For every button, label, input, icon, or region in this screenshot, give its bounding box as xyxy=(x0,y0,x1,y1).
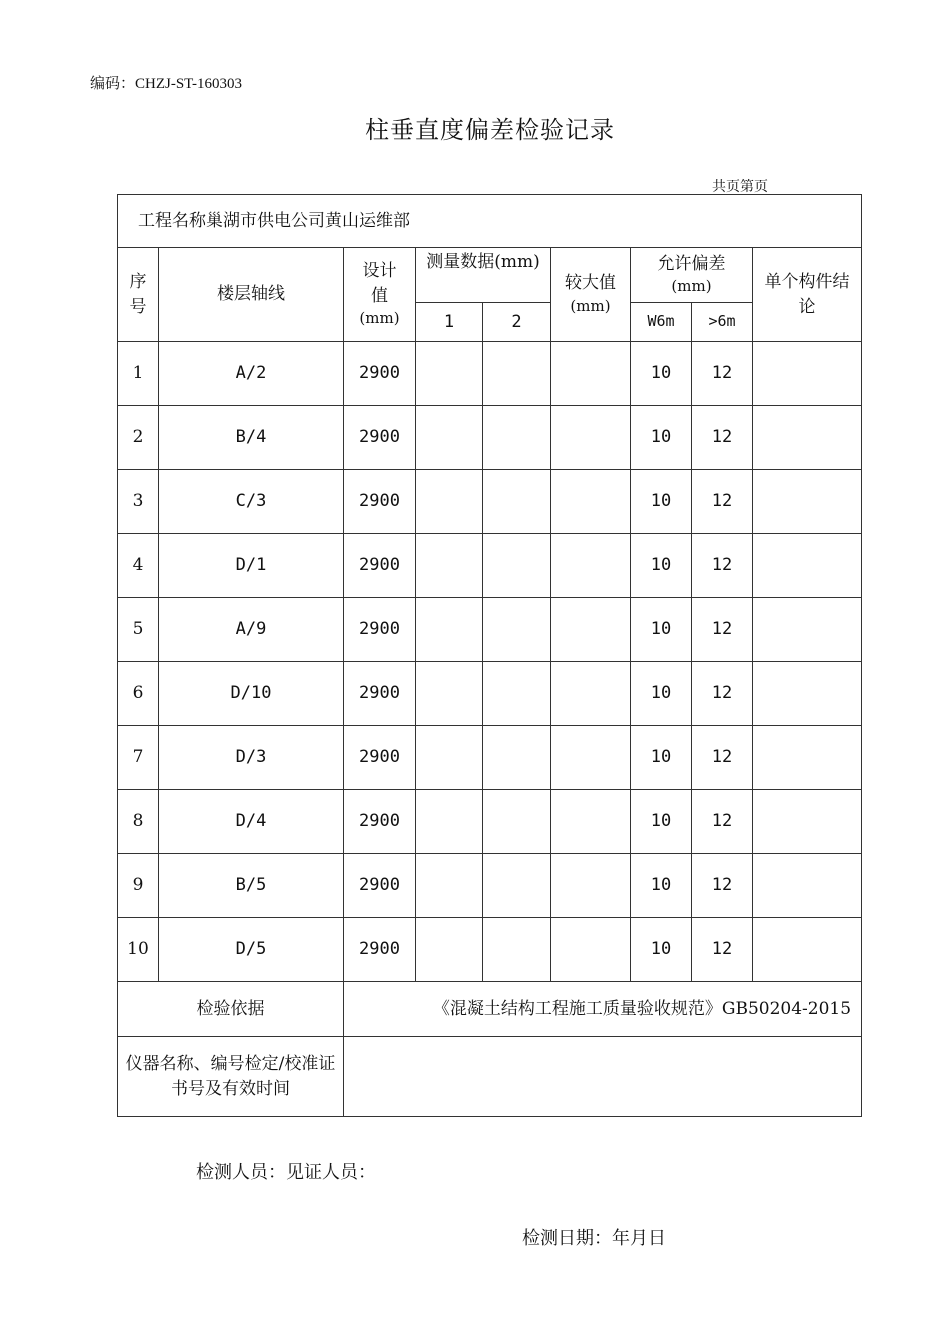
row-measure-2 xyxy=(483,790,551,854)
row-measure-2 xyxy=(483,598,551,662)
row-allow-le6: 10 xyxy=(631,790,692,854)
row-conclusion xyxy=(753,470,862,534)
row-max-value xyxy=(551,470,631,534)
row-measure-1 xyxy=(416,790,483,854)
header-allow-gt6: >6m xyxy=(692,303,753,342)
row-measure-2 xyxy=(483,854,551,918)
table-row xyxy=(118,534,862,598)
row-conclusion xyxy=(753,726,862,790)
header-design-value xyxy=(344,248,416,342)
row-axis: D/10 xyxy=(159,662,344,726)
row-design-value: 2900 xyxy=(344,534,416,598)
row-measure-1 xyxy=(416,598,483,662)
row-design-value: 2900 xyxy=(344,406,416,470)
row-measure-2 xyxy=(483,662,551,726)
row-design-value: 2900 xyxy=(344,854,416,918)
row-seq: 3 xyxy=(118,470,159,534)
table-row xyxy=(118,662,862,726)
row-design-value: 2900 xyxy=(344,790,416,854)
row-allow-gt6: 12 xyxy=(692,342,753,406)
row-max-value xyxy=(551,918,631,982)
row-max-value xyxy=(551,854,631,918)
row-axis: D/3 xyxy=(159,726,344,790)
header-seq: 序号 xyxy=(118,248,159,342)
row-conclusion xyxy=(753,918,862,982)
header-measure: 测量数据(mm) xyxy=(416,248,551,303)
row-seq: 8 xyxy=(118,790,159,854)
row-seq: 5 xyxy=(118,598,159,662)
row-axis: A/9 xyxy=(159,598,344,662)
header-axis: 楼层轴线 xyxy=(159,248,344,342)
inspection-record-table xyxy=(117,194,862,1117)
row-measure-2 xyxy=(483,406,551,470)
table-row xyxy=(118,854,862,918)
row-seq: 6 xyxy=(118,662,159,726)
row-seq: 2 xyxy=(118,406,159,470)
row-conclusion xyxy=(753,790,862,854)
row-axis: B/4 xyxy=(159,406,344,470)
row-axis: D/1 xyxy=(159,534,344,598)
page-info: 共页第页 xyxy=(712,179,768,195)
row-conclusion xyxy=(753,534,862,598)
table-row xyxy=(118,726,862,790)
header-allow-label: 允许偏差 xyxy=(657,253,726,274)
row-conclusion xyxy=(753,406,862,470)
row-conclusion xyxy=(753,662,862,726)
row-design-value: 2900 xyxy=(344,598,416,662)
table-row xyxy=(118,342,862,406)
header-max-unit: (mm) xyxy=(570,296,611,315)
row-measure-1 xyxy=(416,342,483,406)
row-max-value xyxy=(551,790,631,854)
instrument-label: 仪器名称、编号检定/校准证书号及有效时间 xyxy=(118,1037,344,1117)
row-design-value: 2900 xyxy=(344,726,416,790)
header-allow-le6: W6m xyxy=(631,303,692,342)
row-allow-le6: 10 xyxy=(631,854,692,918)
row-max-value xyxy=(551,726,631,790)
row-allow-gt6: 12 xyxy=(692,406,753,470)
row-seq: 10 xyxy=(118,918,159,982)
inspector-line: 检测人员：见证人员： xyxy=(196,1162,376,1183)
row-axis: A/2 xyxy=(159,342,344,406)
row-seq: 4 xyxy=(118,534,159,598)
header-max-label: 较大值 xyxy=(565,273,616,294)
row-measure-1 xyxy=(416,470,483,534)
header-allow xyxy=(631,248,753,303)
row-seq: 9 xyxy=(118,854,159,918)
row-seq: 1 xyxy=(118,342,159,406)
row-allow-le6: 10 xyxy=(631,662,692,726)
row-design-value: 2900 xyxy=(344,342,416,406)
header-design-label: 设计值 xyxy=(362,260,397,306)
instrument-value[interactable] xyxy=(344,1037,862,1117)
row-allow-gt6: 12 xyxy=(692,918,753,982)
row-measure-2 xyxy=(483,918,551,982)
row-allow-le6: 10 xyxy=(631,726,692,790)
header-design-unit: (mm) xyxy=(359,309,400,328)
row-measure-2 xyxy=(483,470,551,534)
row-measure-1 xyxy=(416,918,483,982)
row-conclusion xyxy=(753,342,862,406)
row-allow-gt6: 12 xyxy=(692,726,753,790)
table-row xyxy=(118,598,862,662)
row-allow-gt6: 12 xyxy=(692,470,753,534)
inspection-date-line: 检测日期：年月日 xyxy=(522,1228,666,1249)
row-allow-gt6: 12 xyxy=(692,598,753,662)
row-measure-2 xyxy=(483,534,551,598)
row-max-value xyxy=(551,534,631,598)
row-conclusion xyxy=(753,854,862,918)
row-measure-1 xyxy=(416,726,483,790)
row-allow-le6: 10 xyxy=(631,918,692,982)
page-title: 柱垂直度偏差检验记录 xyxy=(365,116,615,144)
row-max-value xyxy=(551,598,631,662)
row-measure-1 xyxy=(416,534,483,598)
row-allow-gt6: 12 xyxy=(692,534,753,598)
row-allow-le6: 10 xyxy=(631,406,692,470)
row-design-value: 2900 xyxy=(344,918,416,982)
row-axis: D/5 xyxy=(159,918,344,982)
table-row xyxy=(118,470,862,534)
row-conclusion xyxy=(753,598,862,662)
header-max-value xyxy=(551,248,631,342)
row-measure-2 xyxy=(483,342,551,406)
table-row xyxy=(118,918,862,982)
basis-label: 检验依据 xyxy=(118,982,344,1037)
row-measure-1 xyxy=(416,854,483,918)
table-row xyxy=(118,406,862,470)
row-measure-1 xyxy=(416,662,483,726)
row-allow-le6: 10 xyxy=(631,534,692,598)
row-seq: 7 xyxy=(118,726,159,790)
row-max-value xyxy=(551,342,631,406)
row-allow-gt6: 12 xyxy=(692,854,753,918)
header-conclusion: 单个构件结论 xyxy=(753,248,862,342)
header-measure-2: 2 xyxy=(483,303,551,342)
row-allow-le6: 10 xyxy=(631,598,692,662)
row-design-value: 2900 xyxy=(344,662,416,726)
document-code: 编码：CHZJ-ST-160303 xyxy=(90,76,242,92)
row-axis: B/5 xyxy=(159,854,344,918)
row-axis: D/4 xyxy=(159,790,344,854)
row-design-value: 2900 xyxy=(344,470,416,534)
row-allow-le6: 10 xyxy=(631,470,692,534)
row-allow-gt6: 12 xyxy=(692,662,753,726)
project-name: 工程名称巢湖市供电公司黄山运维部 xyxy=(118,195,862,248)
row-measure-1 xyxy=(416,406,483,470)
row-allow-le6: 10 xyxy=(631,342,692,406)
header-allow-unit: (mm) xyxy=(671,277,712,296)
row-max-value xyxy=(551,406,631,470)
row-axis: C/3 xyxy=(159,470,344,534)
row-allow-gt6: 12 xyxy=(692,790,753,854)
row-max-value xyxy=(551,662,631,726)
basis-value: 《混凝土结构工程施工质量验收规范》GB50204-2015 xyxy=(344,982,862,1037)
table-row xyxy=(118,790,862,854)
header-measure-1: 1 xyxy=(416,303,483,342)
row-measure-2 xyxy=(483,726,551,790)
